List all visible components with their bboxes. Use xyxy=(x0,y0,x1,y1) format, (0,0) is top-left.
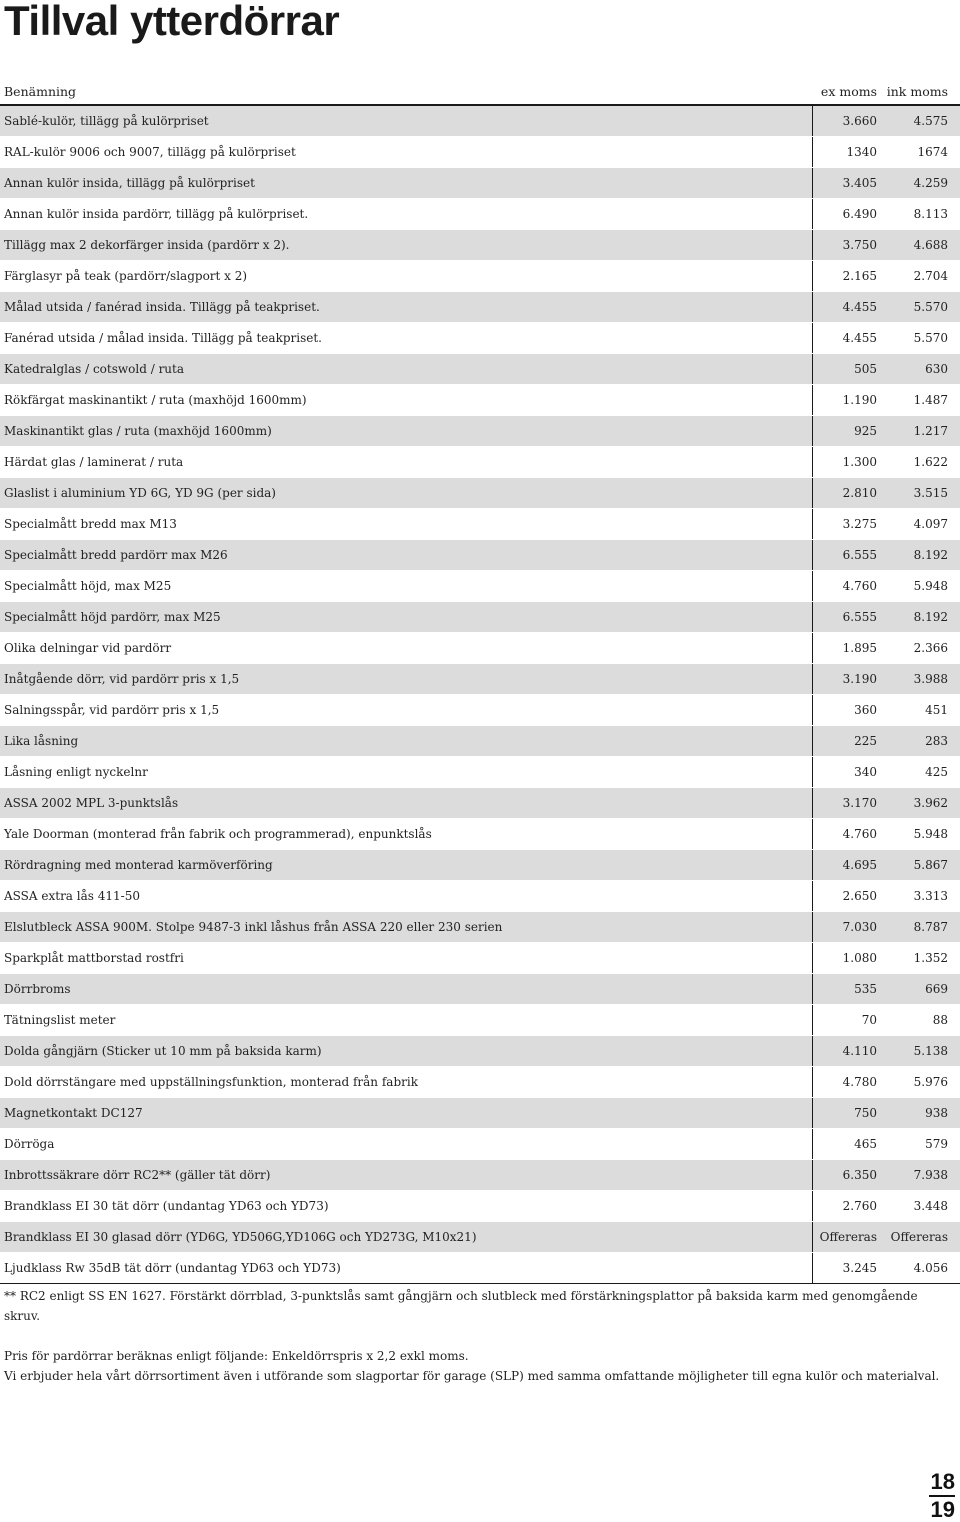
cell-benamning: Specialmått höjd pardörr, max M25 xyxy=(4,610,221,624)
cell-benamning: Fanérad utsida / målad insida. Tillägg på teakpriset. xyxy=(4,331,322,345)
cell-ex-moms: 360 xyxy=(812,695,886,725)
cell-benamning: Sablé-kulör, tillägg på kulörpriset xyxy=(4,114,209,128)
cell-ex-moms: 505 xyxy=(812,354,886,384)
cell-benamning: Ljudklass Rw 35dB tät dörr (undantag YD63 och YD73) xyxy=(4,1261,341,1275)
table-row xyxy=(0,974,960,1005)
cell-ex-moms: 3.660 xyxy=(812,106,886,136)
table-row xyxy=(0,1036,960,1067)
cell-ink-moms: 5.948 xyxy=(913,579,948,593)
cell-ex-moms: 1340 xyxy=(812,137,886,167)
table-header-row xyxy=(0,78,960,106)
table-row xyxy=(0,1160,960,1191)
cell-benamning: Rökfärgat maskinantikt / ruta (maxhöjd 1600mm) xyxy=(4,393,307,407)
cell-ex-moms: 6.555 xyxy=(812,540,886,570)
cell-ex-moms: 3.405 xyxy=(812,168,886,198)
table-row xyxy=(0,633,960,664)
cell-ex-moms: 3.170 xyxy=(812,788,886,818)
table-row xyxy=(0,323,960,354)
page-title: Tillval ytterdörrar xyxy=(4,0,340,44)
table-row xyxy=(0,1005,960,1036)
table-row xyxy=(0,819,960,850)
cell-benamning: ASSA 2002 MPL 3-punktslås xyxy=(4,796,179,810)
cell-benamning: Färglasyr på teak (pardörr/slagport x 2) xyxy=(4,269,248,283)
table-row xyxy=(0,571,960,602)
cell-benamning: Maskinantikt glas / ruta (maxhöjd 1600mm) xyxy=(4,424,272,438)
cell-ink-moms: 283 xyxy=(925,734,948,748)
cell-benamning: Specialmått bredd max M13 xyxy=(4,517,177,531)
cell-ex-moms: 4.110 xyxy=(812,1036,886,1066)
cell-benamning: Brandklass EI 30 tät dörr (undantag YD63 och YD73) xyxy=(4,1199,329,1213)
cell-ink-moms: 5.948 xyxy=(913,827,948,841)
cell-ink-moms: 1.622 xyxy=(913,455,948,469)
table-row xyxy=(0,726,960,757)
cell-ink-moms: 4.056 xyxy=(913,1261,948,1275)
cell-benamning: Magnetkontakt DC127 xyxy=(4,1106,143,1120)
cell-ink-moms: 1.352 xyxy=(913,951,948,965)
table-row xyxy=(0,168,960,199)
cell-benamning: Dolda gångjärn (Sticker ut 10 mm på baksida karm) xyxy=(4,1044,322,1058)
table-row xyxy=(0,788,960,819)
cell-ex-moms: 3.275 xyxy=(812,509,886,539)
table-row xyxy=(0,509,960,540)
cell-ex-moms: 4.695 xyxy=(812,850,886,880)
cell-ex-moms: 4.760 xyxy=(812,571,886,601)
table-row xyxy=(0,695,960,726)
cell-ink-moms: 2.366 xyxy=(913,641,948,655)
table-row xyxy=(0,292,960,323)
cell-benamning: RAL-kulör 9006 och 9007, tillägg på kulörpriset xyxy=(4,145,296,159)
cell-ink-moms: 5.867 xyxy=(913,858,948,872)
table-row xyxy=(0,1067,960,1098)
table-row xyxy=(0,540,960,571)
cell-benamning: Annan kulör insida, tillägg på kulörpriset xyxy=(4,176,255,190)
cell-benamning: Elslutbleck ASSA 900M. Stolpe 9487-3 inkl låshus från ASSA 220 eller 230 serien xyxy=(4,920,503,934)
cell-ex-moms: 2.810 xyxy=(812,478,886,508)
cell-benamning: Olika delningar vid pardörr xyxy=(4,641,172,655)
cell-ink-moms: 579 xyxy=(925,1137,948,1151)
table-row xyxy=(0,106,960,137)
cell-ink-moms: 5.138 xyxy=(913,1044,948,1058)
cell-ink-moms: 7.938 xyxy=(913,1168,948,1182)
cell-ink-moms: 630 xyxy=(925,362,948,376)
notes-section xyxy=(4,1286,956,1386)
cell-ink-moms: 88 xyxy=(932,1013,948,1027)
table-body xyxy=(0,106,960,1284)
table-row xyxy=(0,1098,960,1129)
cell-benamning: Annan kulör insida pardörr, tillägg på kulörpriset. xyxy=(4,207,309,221)
cell-ex-moms: 6.350 xyxy=(812,1160,886,1190)
cell-ex-moms: 465 xyxy=(812,1129,886,1159)
column-header-ex-moms: ex moms xyxy=(820,83,877,99)
cell-ex-moms: 4.780 xyxy=(812,1067,886,1097)
cell-benamning: Tätningslist meter xyxy=(4,1013,116,1027)
cell-benamning: Inbrottssäkrare dörr RC2** (gäller tät dörr) xyxy=(4,1168,271,1182)
cell-ex-moms: 1.300 xyxy=(812,447,886,477)
page-number-right: 19 xyxy=(930,1497,955,1522)
cell-ex-moms: 4.455 xyxy=(812,323,886,353)
cell-benamning: Tillägg max 2 dekorfärger insida (pardörr x 2). xyxy=(4,238,290,252)
cell-ink-moms: 425 xyxy=(925,765,948,779)
cell-benamning: Glaslist i aluminium YD 6G, YD 9G (per sida) xyxy=(4,486,276,500)
column-header-ink-moms: ink moms xyxy=(886,83,948,99)
cell-ink-moms: 5.570 xyxy=(913,300,948,314)
table-row xyxy=(0,664,960,695)
table-row xyxy=(0,881,960,912)
cell-benamning: ASSA extra lås 411-50 xyxy=(4,889,140,903)
footnote-rc2: ** RC2 enligt SS EN 1627. Förstärkt dörrblad, 3-punktslås samt gångjärn och slutbleck med förstärkningsplattor på baksida karm med genomgående skruv. xyxy=(4,1289,918,1323)
cell-benamning: Dörröga xyxy=(4,1137,55,1151)
cell-ink-moms: 3.962 xyxy=(913,796,948,810)
column-header-benamning: Benämning xyxy=(4,83,77,99)
table-row xyxy=(0,478,960,509)
cell-ex-moms: 2.650 xyxy=(812,881,886,911)
cell-ink-moms: 4.688 xyxy=(913,238,948,252)
cell-ink-moms: 4.097 xyxy=(913,517,948,531)
cell-benamning: Dold dörrstängare med uppställningsfunktion, monterad från fabrik xyxy=(4,1075,418,1089)
cell-ex-moms: 2.760 xyxy=(812,1191,886,1221)
cell-benamning: Specialmått höjd, max M25 xyxy=(4,579,172,593)
cell-ex-moms: 750 xyxy=(812,1098,886,1128)
cell-ink-moms: 3.448 xyxy=(913,1199,948,1213)
cell-benamning: Specialmått bredd pardörr max M26 xyxy=(4,548,228,562)
cell-ink-moms: 3.515 xyxy=(913,486,948,500)
cell-ink-moms: 3.313 xyxy=(913,889,948,903)
cell-ex-moms: 6.555 xyxy=(812,602,886,632)
cell-ex-moms: 4.760 xyxy=(812,819,886,849)
table-row xyxy=(0,261,960,292)
cell-benamning: Sparkplåt mattborstad rostfri xyxy=(4,951,184,965)
table-row xyxy=(0,943,960,974)
cell-ink-moms: 938 xyxy=(925,1106,948,1120)
cell-ink-moms: 1.217 xyxy=(913,424,948,438)
cell-benamning: Brandklass EI 30 glasad dörr (YD6G, YD506G,YD106G och YD273G, M10x21) xyxy=(4,1230,477,1244)
cell-ex-moms: 1.080 xyxy=(812,943,886,973)
cell-benamning: Låsning enligt nyckelnr xyxy=(4,765,148,779)
cell-ink-moms: 8.192 xyxy=(913,610,948,624)
cell-ex-moms: 3.750 xyxy=(812,230,886,260)
table-row xyxy=(0,850,960,881)
table-row xyxy=(0,199,960,230)
cell-benamning: Lika låsning xyxy=(4,734,79,748)
cell-ink-moms: 5.570 xyxy=(913,331,948,345)
cell-ink-moms: 4.575 xyxy=(913,114,948,128)
cell-ex-moms: 340 xyxy=(812,757,886,787)
table-row xyxy=(0,912,960,943)
cell-ex-moms: 225 xyxy=(812,726,886,756)
table-row xyxy=(0,137,960,168)
cell-ink-moms: Offereras xyxy=(890,1230,948,1244)
table-row xyxy=(0,1129,960,1160)
table-row xyxy=(0,602,960,633)
cell-ink-moms: 8.787 xyxy=(913,920,948,934)
cell-ex-moms: 70 xyxy=(812,1005,886,1035)
page-numbers xyxy=(929,1470,955,1522)
table-row xyxy=(0,385,960,416)
cell-ex-moms: 3.245 xyxy=(812,1253,886,1283)
table-row xyxy=(0,1253,960,1284)
cell-ink-moms: 8.192 xyxy=(913,548,948,562)
cell-benamning: Dörrbroms xyxy=(4,982,71,996)
cell-ink-moms: 669 xyxy=(925,982,948,996)
cell-benamning: Härdat glas / laminerat / ruta xyxy=(4,455,184,469)
table-row xyxy=(0,1222,960,1253)
cell-ink-moms: 3.988 xyxy=(913,672,948,686)
cell-ex-moms: 4.455 xyxy=(812,292,886,322)
cell-benamning: Målad utsida / fanérad insida. Tillägg på teakpriset. xyxy=(4,300,320,314)
cell-ex-moms: 535 xyxy=(812,974,886,1004)
table-row xyxy=(0,447,960,478)
cell-ex-moms: 6.490 xyxy=(812,199,886,229)
table-row xyxy=(0,230,960,261)
note-pardorr-price: Pris för pardörrar beräknas enligt följande: Enkeldörrspris x 2,2 exkl moms. xyxy=(4,1349,469,1363)
cell-ex-moms: 1.190 xyxy=(812,385,886,415)
cell-ink-moms: 4.259 xyxy=(913,176,948,190)
cell-ex-moms: 7.030 xyxy=(812,912,886,942)
cell-benamning: Katedralglas / cotswold / ruta xyxy=(4,362,185,376)
cell-ex-moms: 3.190 xyxy=(812,664,886,694)
table-row xyxy=(0,757,960,788)
cell-ex-moms: Offereras xyxy=(812,1222,886,1252)
cell-ink-moms: 8.113 xyxy=(913,207,948,221)
cell-ex-moms: 1.895 xyxy=(812,633,886,663)
table-row xyxy=(0,1191,960,1222)
cell-ex-moms: 925 xyxy=(812,416,886,446)
note-slagportar: Vi erbjuder hela vårt dörrsortiment även i utförande som slagportar för garage (SLP) med samma omfattande möjligheter till egna kulör och materialval. xyxy=(4,1369,940,1383)
cell-benamning: Salningsspår, vid pardörr pris x 1,5 xyxy=(4,703,220,717)
cell-ex-moms: 2.165 xyxy=(812,261,886,291)
options-price-table xyxy=(0,78,960,1284)
cell-ink-moms: 2.704 xyxy=(913,269,948,283)
cell-ink-moms: 5.976 xyxy=(913,1075,948,1089)
cell-ink-moms: 1674 xyxy=(917,145,948,159)
cell-ink-moms: 1.487 xyxy=(913,393,948,407)
cell-benamning: Rördragning med monterad karmöverföring xyxy=(4,858,273,872)
table-row xyxy=(0,416,960,447)
cell-benamning: Inåtgående dörr, vid pardörr pris x 1,5 xyxy=(4,672,240,686)
cell-benamning: Yale Doorman (monterad från fabrik och programmerad), enpunktslås xyxy=(4,827,432,841)
table-row xyxy=(0,354,960,385)
cell-ink-moms: 451 xyxy=(925,703,948,717)
page-number-left: 18 xyxy=(930,1469,955,1494)
